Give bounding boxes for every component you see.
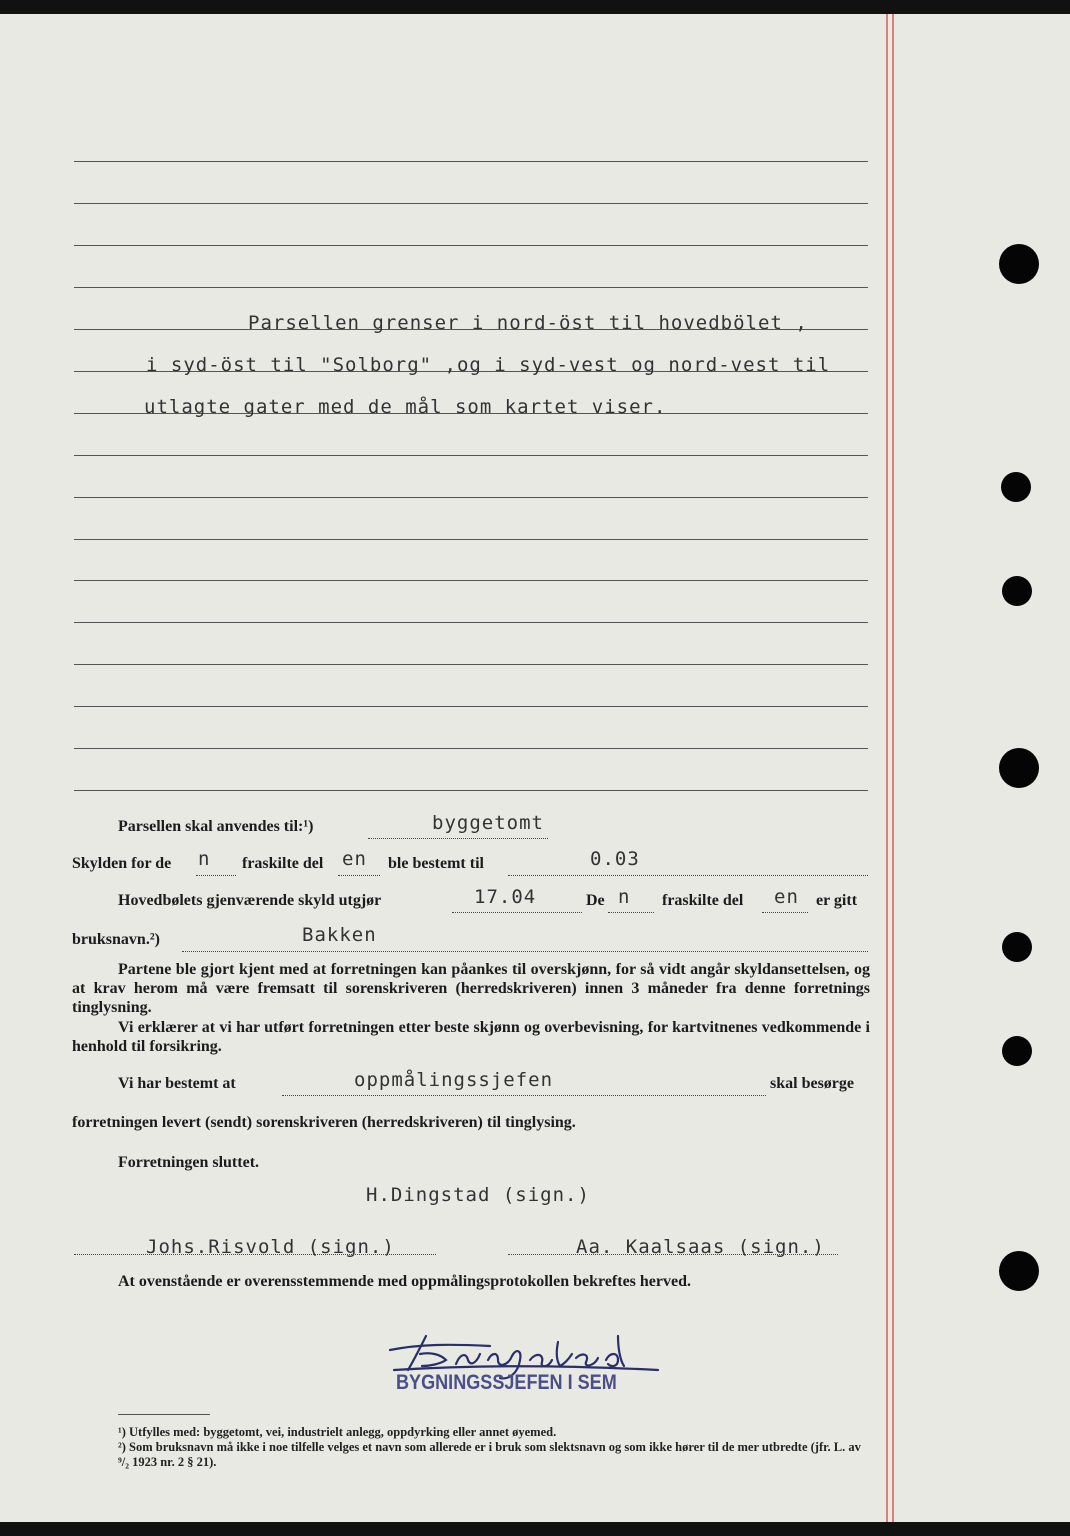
tax-label-end: ble bestemt til [388,855,484,872]
signature-right: Aa. Kaalsaas (sign.) [576,1236,825,1258]
binder-hole [1002,576,1032,606]
scan-bottom-edge [0,1522,1070,1536]
ruled-line [74,664,868,665]
responsible-value: oppmålingssjefen [354,1069,554,1091]
description-line: i syd-öst til "Solborg" ,og i syd-vest og nord-vest til [146,354,831,376]
binder-hole [1001,472,1031,502]
ruled-line [74,161,868,162]
footnote-2: ²) Som bruksnavn må ikke i noe tilfelle velges et navn som allerede er i bruk som slektsnavn og som ikke hører til de mer utbredte (jfr. L. av ⁹/₂ 1923 nr. 2 § 21). [118,1440,861,1469]
signature-main: H.Dingstad (sign.) [366,1184,590,1206]
binder-hole [999,748,1039,788]
tax-suffix-1: n [198,848,211,870]
signature-left: Johs.Risvold (sign.) [146,1236,395,1258]
scan-top-edge [0,0,1070,14]
ruled-line [74,580,868,581]
binder-hole [999,244,1039,284]
tax-dotted-1 [196,875,236,876]
appeal-paragraph: Partene ble gjort kjent med at forretningen kan påankes til overskjønn, for så vidt angår skyldansettelsen, og at krav herom må være fremsatt til sorenskriveren (herredskriveren) innen 3 måneder fra denne forretnings tinglysning. [72,961,870,1016]
margin-rule-left [886,14,888,1522]
responsible-suffix: skal besørge [770,1075,854,1092]
ruled-line [74,203,868,204]
name-label: bruksnavn.²) [72,931,160,948]
tax-prefix: Skylden for de [72,855,172,872]
closing-text: Forretningen sluttet. [118,1154,260,1171]
use-dotted-line [368,838,548,839]
remaining-end: er gitt [816,892,858,909]
ruled-line [74,539,868,540]
name-dotted [182,951,868,952]
ruled-line [74,287,868,288]
remaining-middle: fraskilte del [662,892,744,909]
binder-hole [999,1251,1039,1291]
tax-value-dotted [508,875,868,876]
remaining-dotted [452,912,582,913]
tax-dotted-2 [338,875,380,876]
ruled-line [74,790,868,791]
remaining-value: 17.04 [474,886,537,908]
description-line: utlagte gater med de mål som kartet viser. [144,396,667,418]
responsible-line2: forretningen levert (sendt) sorenskriveren (herredskriveren) til tinglysing. [72,1114,576,1131]
remaining-de: De [586,892,605,909]
tax-suffix-2: en [342,848,367,870]
ruled-line [74,622,868,623]
description-line: Parsellen grenser i nord-öst til hovedbölet , [248,312,808,334]
document-page [0,14,1070,1522]
ruled-line [74,455,868,456]
remaining-dotted-3 [762,912,808,913]
ruled-line [74,706,868,707]
use-label: Parsellen skal anvendes til:¹) [118,818,314,835]
remaining-suffix-2: en [774,886,799,908]
remaining-dotted-2 [608,912,654,913]
responsible-dotted [282,1095,766,1096]
binder-hole [1002,1036,1032,1066]
ruled-line [74,748,868,749]
ruled-line [74,497,868,498]
official-stamp: BYGNINGSSJEFEN I SEM [396,1371,617,1394]
remaining-suffix-1: n [618,886,631,908]
use-value: byggetomt [432,812,544,834]
ruled-line [74,245,868,246]
tax-value: 0.03 [590,848,640,870]
remaining-label: Hovedbølets gjenværende skyld utgjør [118,892,382,909]
tax-middle: fraskilte del [242,855,324,872]
responsible-prefix: Vi har bestemt at [118,1075,236,1092]
certification-text: At ovenstående er overensstemmende med oppmålingsprotokollen bekreftes herved. [118,1273,691,1290]
name-value: Bakken [302,924,377,946]
footnote-rule [118,1414,210,1415]
binder-hole [1002,932,1032,962]
margin-rule-right [892,14,894,1522]
declaration-paragraph: Vi erklærer at vi har utført forretningen etter beste skjønn og overbevisning, for kartvitnenes vedkommende i henhold til forsikring. [72,1019,870,1055]
footnote-1: ¹) Utfylles med: byggetomt, vei, industrielt anlegg, oppdyrking eller annet øyemed. [118,1425,557,1439]
